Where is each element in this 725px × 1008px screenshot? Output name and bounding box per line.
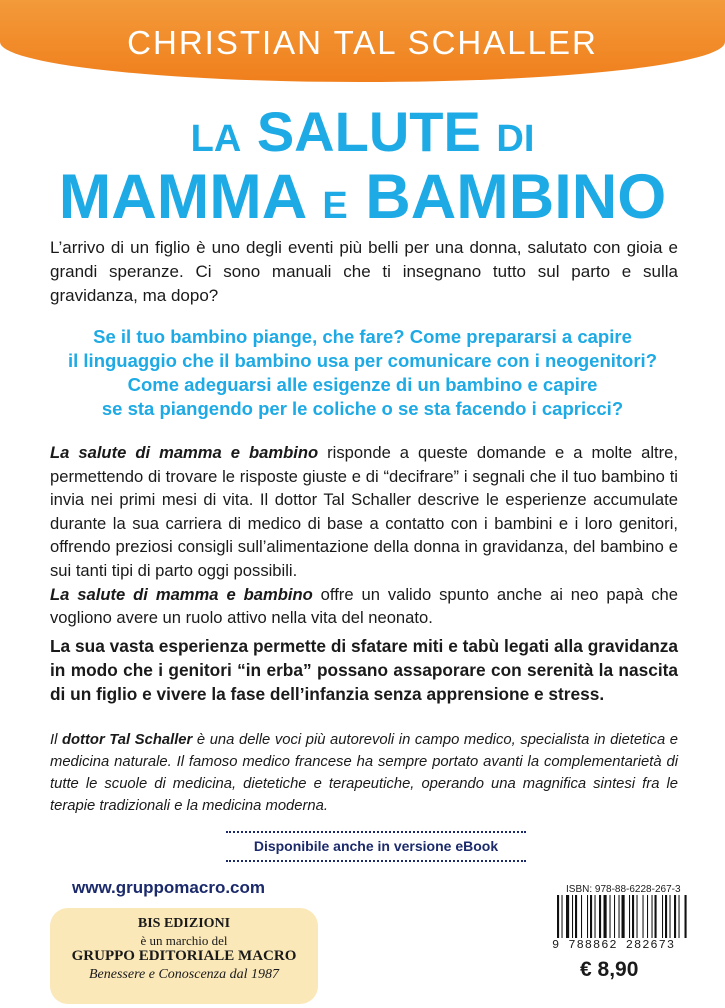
book-title-inline: La salute di mamma e bambino [50, 584, 313, 604]
publisher-box [50, 908, 318, 1004]
publisher-group: GRUPPO EDITORIALE MACRO [71, 948, 297, 964]
publisher-subtitle: è un marchio del [140, 933, 228, 948]
title-word-di: DI [496, 118, 535, 160]
question-line: Se il tuo bambino piange, che fare? Come prepararsi a capire [93, 326, 632, 347]
book-title-line-1 [0, 100, 725, 163]
title-word-bambino: BAMBINO [365, 162, 667, 232]
question-line: il linguaggio che il bambino usa per comunicare con i neogenitori? [68, 350, 657, 371]
description-paragraph [50, 441, 678, 630]
description-text-2: offre un valido spunto anche ai neo papà che vogliono avere un ruolo attivo nella vita del neonato. [50, 584, 678, 628]
author-name: CHRISTIAN TAL SCHALLER [127, 24, 598, 61]
isbn-label: ISBN: 978-88-6228-267-3 [566, 884, 681, 895]
title-word-e: E [322, 185, 348, 227]
ebook-notice: Disponibile anche in versione eBook [226, 831, 526, 862]
description-part-1 [50, 441, 678, 583]
description-text-1: risponde a queste domande e a molte altre, permettendo di trovare le risposte giuste e di “decifrare” i segnali che il tuo bambino ti invia nei primi mesi di vita. Il dottor Tal Schaller descrive le esperienze accumulate durante la sua carriera di medico di base a contatto con i bambini e i loro genitori, offrendo preziosi consigli sull’alimentazione della donna in gravidanza, del bambino e sui tanti tipi di parto oggi possibili. [50, 443, 678, 580]
highlight-paragraph: La sua vasta esperienza permette di sfatare miti e tabù legati alla gravidanza in modo che i genitori “in erba” possano assaporare con serenità la nascita di un figlio e vivere la fase dell’infanzia senza apprensione e stress. [50, 636, 678, 704]
description-part-2 [50, 583, 678, 630]
barcode-digits: 9 788862 282673 [552, 938, 712, 952]
publisher-tagline: Benessere e Conoscenza dal 1987 [89, 967, 279, 982]
publisher-name: BIS EDIZIONI [137, 916, 231, 931]
title-word-la: LA [190, 118, 242, 160]
bio-author-name: dottor Tal Schaller [61, 732, 193, 748]
questions-block [30, 325, 695, 421]
bio-prefix: Il [50, 732, 62, 748]
book-title-line-2 [0, 162, 725, 232]
price-label: € 8,90 [580, 958, 639, 981]
question-line: se sta piangendo per le coliche o se sta facendo i capricci? [101, 398, 624, 419]
intro-paragraph: L’arrivo di un figlio è uno degli eventi più belli per una donna, salutato con gioia e grandi speranze. Ci sono manuali che ti insegnano tutto sul parto e sulla gravidanza, ma dopo? [50, 238, 678, 305]
author-bio [50, 729, 678, 817]
bio-text: è una delle voci più autorevoli in campo medico, specialista in dietetica e medicina naturale. Il famoso medico francese ha sempre portato avanti la complementarietà di tutte le scuole di medicina, dietetiche e terapeutiche, operando una magnifica sintesi fra le terapie tradizionali e la medicina moderna. [50, 732, 678, 814]
publisher-website[interactable]: www.gruppomacro.com [72, 878, 266, 897]
title-word-salute: SALUTE [256, 100, 481, 163]
question-line: Come adeguarsi alle esigenze di un bambino e capire [127, 374, 598, 395]
book-title-inline: La salute di mamma e bambino [50, 443, 319, 462]
title-word-mamma: MAMMA [58, 162, 305, 232]
barcode [555, 895, 705, 943]
